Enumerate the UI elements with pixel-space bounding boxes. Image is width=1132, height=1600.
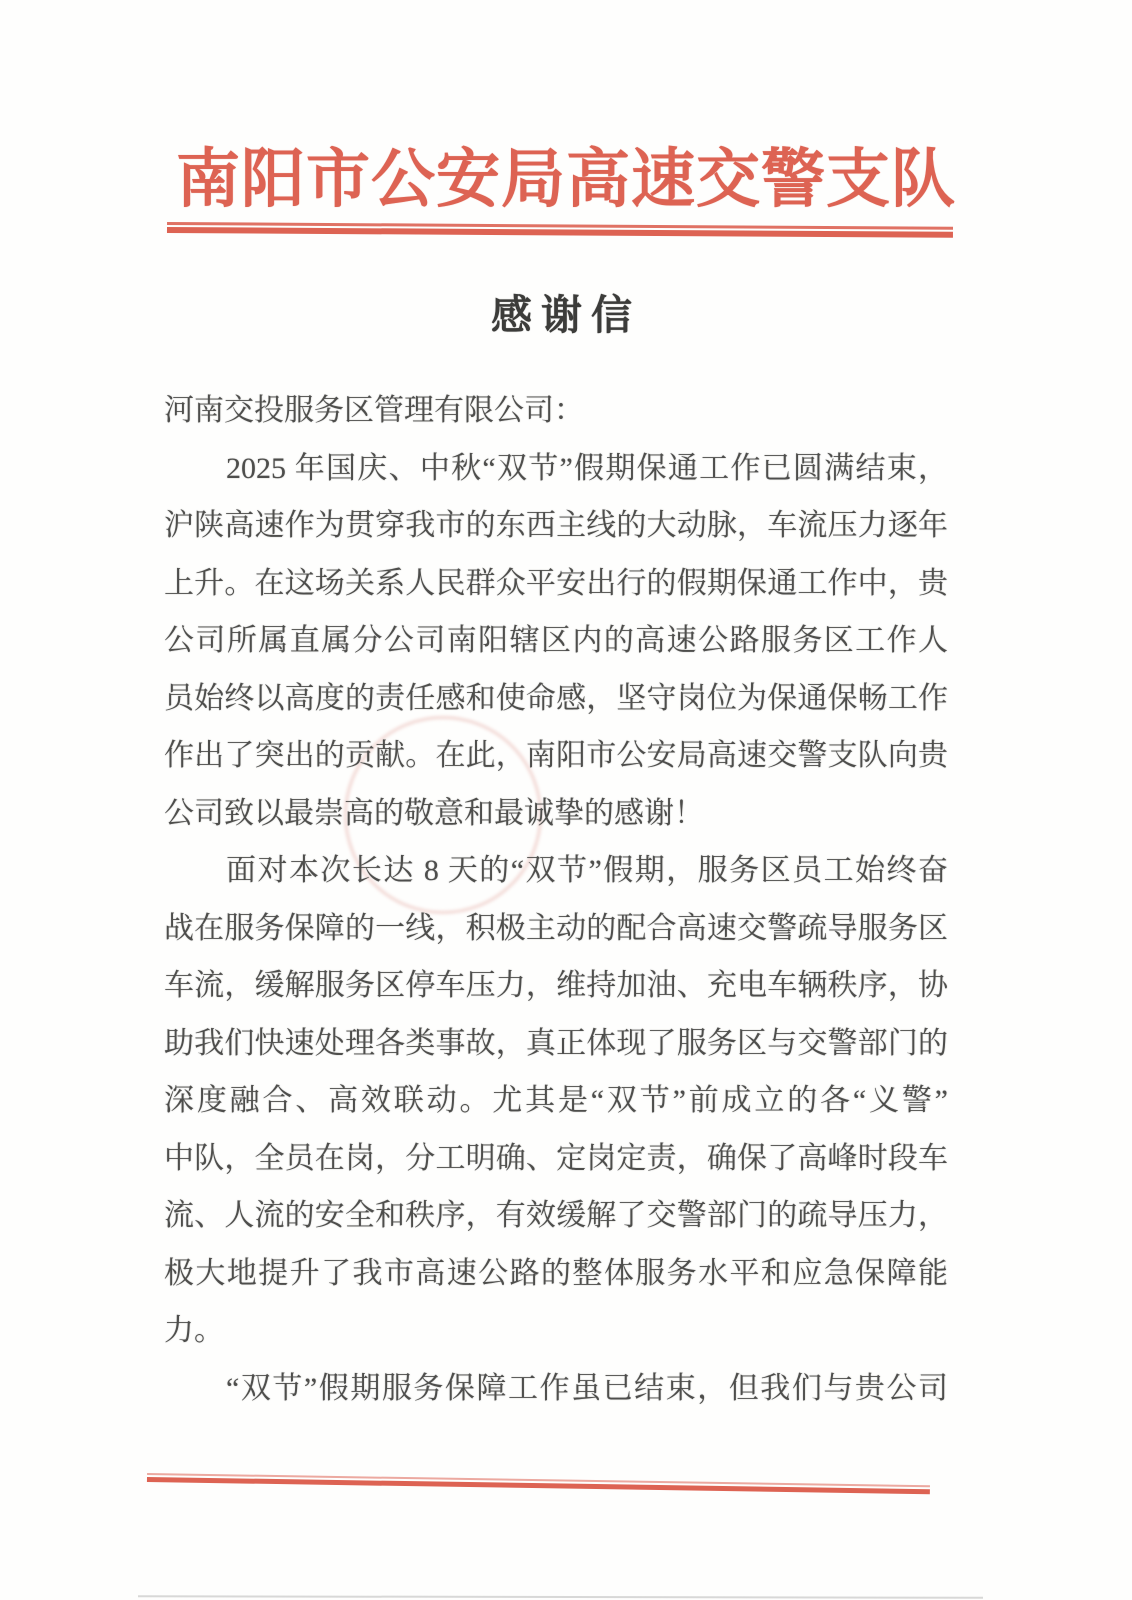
body-line: 河南交投服务区管理有限公司： [164,394,584,427]
document-title: 感谢信 [491,292,641,338]
body-line: 车流，缓解服务区停车压力，维持加油、充电车辆秩序，协 [164,969,948,1002]
body-line: 上升。在这场关系人民群众平安出行的假期保通工作中，贵 [164,566,948,600]
body-line: 沪陕高速作为贯穿我市的东西主线的大动脉，车流压力逐年 [164,509,948,542]
scan-page-edge [138,1595,983,1598]
body-line: 深度融合、高效联动。尤其是“双节”前成立的各“义警” [164,1084,948,1117]
body-line: “双节”假期服务保障工作虽已结束，但我们与贵公司 [226,1371,948,1405]
letter-body [164,382,948,1417]
body-line: 力。 [164,1314,224,1347]
body-line: 面对本次长达 8 天的“双节”假期，服务区员工始终奋 [226,854,948,887]
body-line: 流、人流的安全和秩序，有效缓解了交警部门的疏导压力， [164,1199,948,1232]
letterhead-org-name: 南阳市公安局高速交警支队 [176,144,956,215]
body-line: 公司所属直属分公司南阳辖区内的高速公路服务区工作人 [164,624,948,657]
letterhead-double-rule [167,222,953,238]
body-line: 公司致以最崇高的敬意和最诚挚的感谢！ [164,796,704,830]
bottom-double-rule [147,1473,930,1494]
body-line: 作出了突出的贡献。在此，南阳市公安局高速交警支队向贵 [164,739,948,772]
body-line: 战在服务保障的一线，积极主动的配合高速交警疏导服务区 [164,911,948,945]
body-line: 助我们快速处理各类事故，真正体现了服务区与交警部门的 [164,1026,948,1060]
body-line: 2025 年国庆、中秋“双节”假期保通工作已圆满结束， [226,451,948,485]
body-line: 中队，全员在岗，分工明确、定岗定责，确保了高峰时段车 [164,1141,948,1175]
body-line: 极大地提升了我市高速公路的整体服务水平和应急保障能 [164,1256,948,1290]
body-line: 员始终以高度的责任感和使命感，坚守岗位为保通保畅工作 [164,681,948,715]
